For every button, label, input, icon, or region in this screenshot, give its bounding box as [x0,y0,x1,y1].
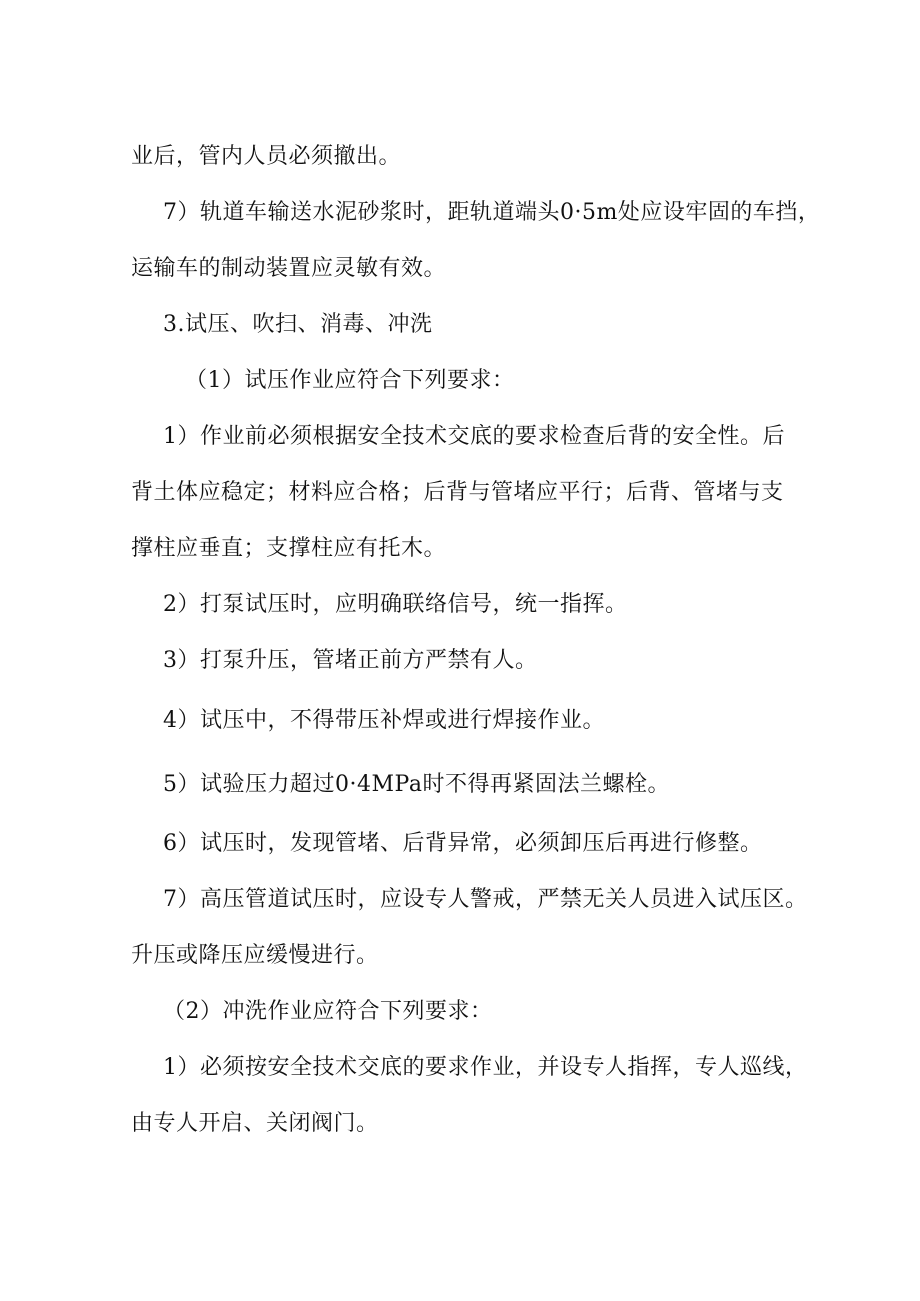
text-line: 3）打泵升压，管堵正前方严禁有人。 [163,648,538,673]
text-line: 1）作业前必须根据安全技术交底的要求检查后背的安全性。后 [163,424,785,449]
text-line: 5）试验压力超过0·4MPa时不得再紧固法兰螺栓。 [163,772,670,797]
text-line: 业后，管内人员必须撤出。 [131,144,402,169]
section-heading: 3.试压、吹扫、消毒、冲洗 [163,312,433,337]
text-line: 7）高压管道试压时，应设专人警戒，严禁无关人员进入试压区。 [163,887,808,912]
text-line: 运输车的制动装置应灵敏有效。 [131,256,447,281]
text-line: 2）打泵试压时，应明确联络信号，统一指挥。 [163,592,628,617]
text-line: 7）轨道车输送水泥砂浆时，距轨道端头0·5m处应设牢固的车挡， [163,200,821,225]
text-line: 撑柱应垂直；支撑柱应有托木。 [131,536,447,561]
text-line: 6）试压时，发现管堵、后背异常，必须卸压后再进行修整。 [163,831,763,856]
subsection-heading: （1）试压作业应符合下列要求： [185,368,515,393]
text-line: 背土体应稳定；材料应合格；后背与管堵应平行；后背、管堵与支 [131,480,784,505]
text-line: 1）必须按安全技术交底的要求作业，并设专人指挥，专人巡线， [163,1055,808,1080]
subsection-heading: （2）冲洗作业应符合下列要求： [163,999,493,1024]
text-line: 升压或降压应缓慢进行。 [131,943,379,968]
text-line: 4）试压中，不得带压补焊或进行焊接作业。 [163,708,605,733]
text-line: 由专人开启、关闭阀门。 [131,1111,379,1136]
